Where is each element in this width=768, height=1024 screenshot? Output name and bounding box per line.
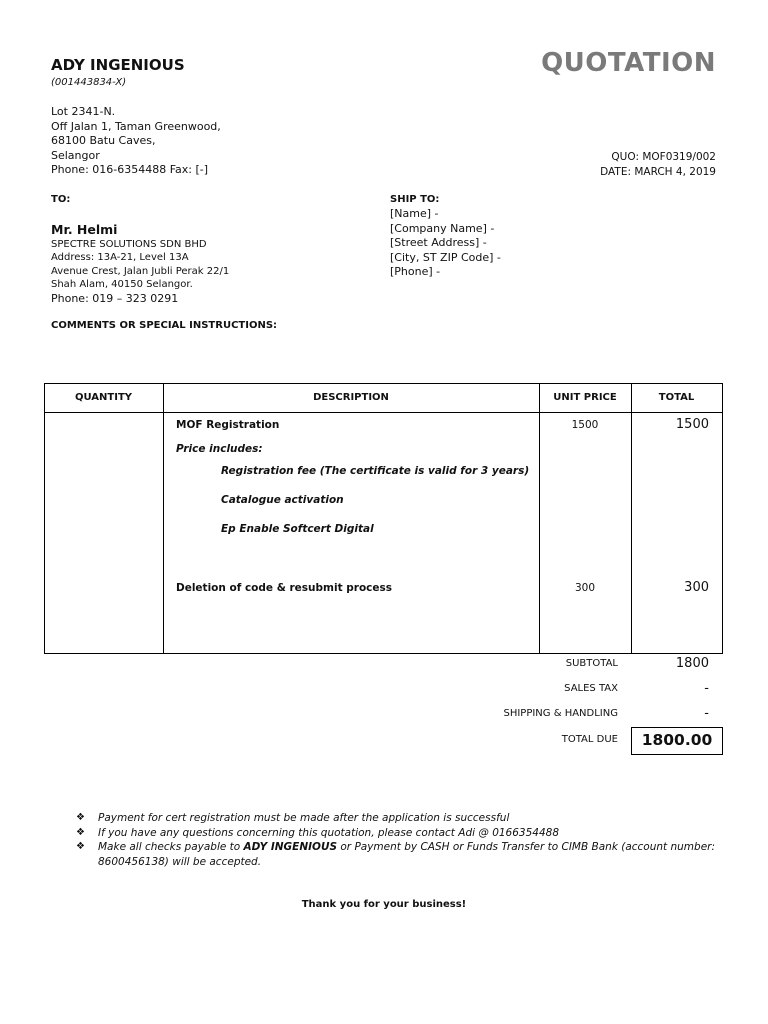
diamond-bullet-icon: ❖ — [76, 826, 85, 838]
header-unit-price: UNIT PRICE — [553, 392, 617, 403]
total-due-label: TOTAL DUE — [561, 734, 618, 745]
note-item — [76, 840, 716, 869]
company-phone: Phone: 016-6354488 Fax: [-] — [51, 163, 209, 177]
subtotal-value: 1800 — [675, 656, 709, 671]
ship-to-line: [Street Address] - — [390, 236, 487, 250]
table-border-right — [722, 383, 723, 654]
customer-name: Mr. Helmi — [51, 222, 118, 237]
note-text: Payment for cert registration must be made after the application is successful — [98, 812, 510, 824]
table-col-divider — [163, 383, 164, 654]
item-includes-label: Price includes: — [176, 443, 263, 455]
thank-you-message: Thank you for your business! — [301, 899, 467, 910]
comments-label: COMMENTS OR SPECIAL INSTRUCTIONS: — [51, 320, 278, 331]
quote-meta — [600, 150, 716, 179]
quote-number: QUO: MOF0319/002 — [611, 151, 716, 163]
sales-tax-value: - — [704, 681, 709, 696]
item-include-line: Catalogue activation — [221, 494, 344, 506]
company-address — [51, 105, 221, 178]
note-text: If you have any questions concerning this quotation, please contact Adi @ 0166354488 — [98, 826, 560, 839]
table-header-divider — [44, 412, 723, 413]
customer-line: Shah Alam, 40150 Selangor. — [51, 278, 193, 290]
notes-list — [76, 811, 716, 869]
address-line: Lot 2341-N. — [51, 105, 116, 118]
note-item — [76, 826, 716, 841]
ship-to-label: SHIP TO: — [390, 194, 440, 205]
document-title: QUOTATION — [541, 48, 716, 78]
item-unit-price: 1500 — [571, 419, 599, 431]
table-border-left — [44, 383, 45, 654]
customer-line: Address: 13A-21, Level 13A — [51, 252, 189, 264]
note-text: Make all checks payable to — [98, 841, 244, 853]
header-total: TOTAL — [658, 392, 695, 403]
ship-to-block — [390, 207, 501, 280]
subtotal-label: SUBTOTAL — [565, 658, 618, 669]
item-total: 1500 — [675, 417, 709, 432]
customer-line: Avenue Crest, Jalan Jubli Perak 22/1 — [51, 265, 230, 277]
shipping-label: SHIPPING & HANDLING — [503, 708, 618, 719]
ship-to-line: [Phone] - — [390, 265, 441, 279]
table-border-bottom — [44, 653, 723, 654]
company-name: ADY INGENIOUS — [51, 56, 185, 74]
company-registration: (001443834-X) — [51, 77, 127, 88]
customer-phone: Phone: 019 – 323 0291 — [51, 292, 179, 305]
header-quantity: QUANTITY — [74, 392, 133, 403]
item-total: 300 — [684, 580, 709, 595]
ship-to-line: [Company Name] - — [390, 221, 495, 235]
note-item — [76, 811, 716, 826]
item-include-line: Ep Enable Softcert Digital — [221, 523, 374, 535]
header-description: DESCRIPTION — [313, 392, 389, 403]
address-line: 68100 Batu Caves, — [51, 134, 156, 148]
address-line: Off Jalan 1, Taman Greenwood, — [51, 119, 221, 133]
customer-line: SPECTRE SOLUTIONS SDN BHD — [51, 239, 207, 250]
address-line: Selangor — [51, 148, 100, 162]
bill-to-label: TO: — [51, 194, 71, 205]
item-title: MOF Registration — [176, 419, 280, 431]
note-text: or Payment by CASH or Funds Transfer to CIMB Bank (account number: 8600456138) will be accepted. — [98, 841, 716, 868]
sales-tax-label: SALES TAX — [564, 683, 618, 694]
note-company-name: ADY INGENIOUS — [243, 841, 338, 853]
item-unit-price: 300 — [574, 582, 596, 594]
item-include-line: Registration fee (The certificate is valid for 3 years) — [221, 465, 530, 477]
diamond-bullet-icon: ❖ — [76, 812, 85, 823]
table-col-divider — [631, 383, 632, 654]
item-title: Deletion of code & resubmit process — [176, 582, 393, 594]
total-due-value: 1800.00 — [641, 731, 713, 749]
ship-to-line: [Name] - — [390, 207, 439, 220]
diamond-bullet-icon: ❖ — [76, 841, 85, 852]
quote-date: DATE: MARCH 4, 2019 — [600, 165, 716, 178]
customer-address — [51, 238, 229, 291]
ship-to-line: [City, ST ZIP Code] - — [390, 250, 501, 264]
shipping-value: - — [704, 706, 709, 721]
